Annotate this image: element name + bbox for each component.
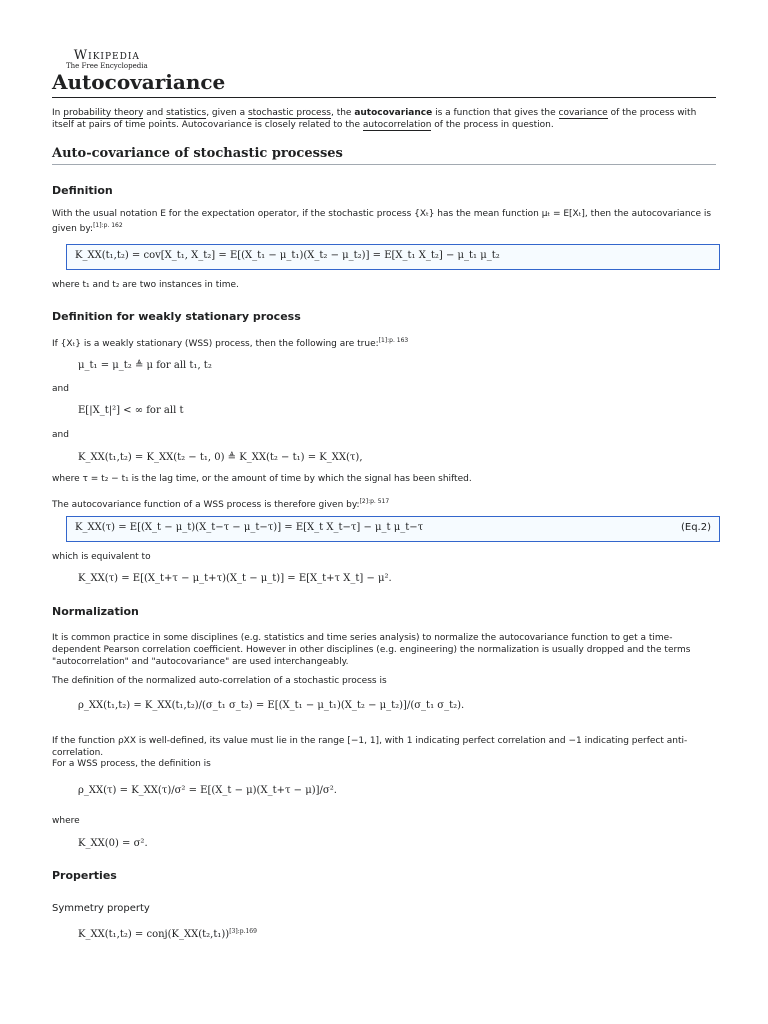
subsection-normalization: Normalization bbox=[52, 605, 139, 618]
wss-definition-text: For a WSS process, the definition is bbox=[52, 759, 211, 769]
equation-tag-eq2: (Eq.2) bbox=[680, 522, 711, 533]
lead-text: , given a bbox=[206, 108, 248, 118]
and-text-2: and bbox=[52, 430, 69, 440]
citation-2[interactable]: [2]:p. 517 bbox=[359, 498, 390, 505]
equation-box-eq1 bbox=[66, 244, 720, 270]
normalization-definition-text: The definition of the normalized auto-correlation of a stochastic process is bbox=[52, 676, 387, 686]
subsection-definition: Definition bbox=[52, 184, 113, 197]
lead-text: , the bbox=[330, 108, 355, 118]
subsubsection-symmetry: Symmetry property bbox=[52, 903, 150, 914]
definition-intro: With the usual notation E for the expectation operator, if the stochastic process {Xₜ} has the mean function μₜ = E[Xₜ], then the autocovariance is given by:$^{[1]:p. 162}$ bbox=[52, 209, 712, 234]
equation-box-eq2 bbox=[66, 516, 720, 542]
logo-wordmark: Wikipedia bbox=[73, 48, 140, 63]
section-heading-main: Auto-covariance of stochastic processes bbox=[52, 146, 343, 161]
equation-eq1: K_XX(t₁,t₂) = cov[X_t₁, X_t₂] = E[(X_t₁ − μ_t₁)(X_t₂ − μ_t₂)] = E[X_t₁ X_t₂] − μ_t₁ μ_t₂ bbox=[75, 250, 500, 261]
lead-text: In bbox=[52, 108, 64, 118]
equiv-text: which is equivalent to bbox=[52, 552, 151, 562]
normalization-range-text: If the function ρXX is well-defined, its value must lie in the range [−1, 1], with 1 indicating perfect correlation and −1 indicating perfect anti-correlation. bbox=[52, 736, 688, 758]
lead-link[interactable]: stochastic process bbox=[247, 108, 331, 118]
citation-3[interactable]: [3]:p.169 bbox=[229, 928, 257, 935]
section-divider bbox=[52, 164, 716, 165]
where-text: where bbox=[52, 816, 80, 826]
normalization-paragraph: It is common practice in some disciplines (e.g. statistics and time series analysis) to normalize the autocovariance function to get a time-dependent Pearson correlation coefficient. However in other disciplines (e.g. engineering) the normalization is usually dropped and the terms "autocorrelation" and "autocovariance" are used interchangeably. bbox=[52, 633, 691, 667]
lead-term: autocovariance bbox=[354, 108, 433, 118]
subsection-properties: Properties bbox=[52, 869, 117, 882]
lead-text: is a function that gives the bbox=[432, 108, 559, 118]
equation-equiv: K_XX(τ) = E[(X_t+τ − μ_t+τ)(X_t − μ_t)] = E[X_t+τ X_t] − μ². bbox=[78, 573, 392, 584]
title-divider bbox=[52, 97, 716, 98]
wss-intro: If {Xₜ} is a weakly stationary (WSS) process, then the following are true:$^{[1]:p. 163}$ bbox=[52, 337, 409, 349]
equation-wss-k: K_XX(t₁,t₂) = K_XX(t₂ − t₁, 0) ≜ K_XX(t₂ − t₁) = K_XX(τ), bbox=[78, 452, 363, 463]
lead-link[interactable]: statistics bbox=[166, 108, 207, 118]
wikipedia-logo[interactable] bbox=[66, 48, 148, 70]
and-text-1: and bbox=[52, 384, 69, 394]
lead-text: of the process in question. bbox=[431, 120, 554, 130]
citation-1[interactable]: [1]:p. 162 bbox=[93, 222, 123, 229]
page-title: Autocovariance bbox=[52, 70, 226, 94]
lead-link[interactable]: autocorrelation bbox=[362, 120, 432, 130]
equation-wss-var: E[|X_t|²] < ∞ for all t bbox=[78, 405, 184, 416]
lead-link[interactable]: probability theory bbox=[63, 108, 144, 118]
wss-func-text: The autocovariance function of a WSS process is therefore given by:$^{[2]:p. 517}$ bbox=[52, 498, 390, 510]
equation-rho-def: ρ_XX(t₁,t₂) = K_XX(t₁,t₂)/(σ_t₁ σ_t₂) = E[(X_t₁ − μ_t₁)(X_t₂ − μ_t₂)]/(σ_t₁ σ_t₂). bbox=[78, 700, 465, 711]
citation-1b[interactable]: [1]:p. 163 bbox=[378, 337, 409, 344]
equation-symmetry: K_XX(t₁,t₂) = conj(K_XX(t₂,t₁))$^{[3]:p.169}$ bbox=[78, 928, 257, 940]
lead-text: of the process with itself at pairs of time points. Autocovariance is closely related to the bbox=[52, 108, 697, 130]
equation-wss-mean: μ_t₁ = μ_t₂ ≜ μ for all t₁, t₂ bbox=[78, 360, 212, 371]
lead-paragraph bbox=[52, 107, 716, 131]
subsection-weakly-stationary: Definition for weakly stationary process bbox=[52, 310, 301, 323]
logo-tagline: The Free Encyclopedia bbox=[66, 62, 148, 70]
equation-k0: K_XX(0) = σ². bbox=[78, 838, 148, 849]
lag-text: where τ = t₂ − t₁ is the lag time, or the amount of time by which the signal has been shifted. bbox=[52, 474, 472, 484]
equation-eq2: K_XX(τ) = E[(X_t − μ_t)(X_t−τ − μ_t−τ)] = E[X_t X_t−τ] − μ_t μ_t−τ bbox=[75, 522, 424, 533]
definition-where: where t₁ and t₂ are two instances in time. bbox=[52, 280, 239, 290]
lead-link[interactable]: covariance bbox=[558, 108, 608, 118]
lead-text: and bbox=[143, 108, 167, 118]
equation-rho-wss: ρ_XX(τ) = K_XX(τ)/σ² = E[(X_t − μ)(X_t+τ − μ)]/σ². bbox=[78, 785, 337, 796]
